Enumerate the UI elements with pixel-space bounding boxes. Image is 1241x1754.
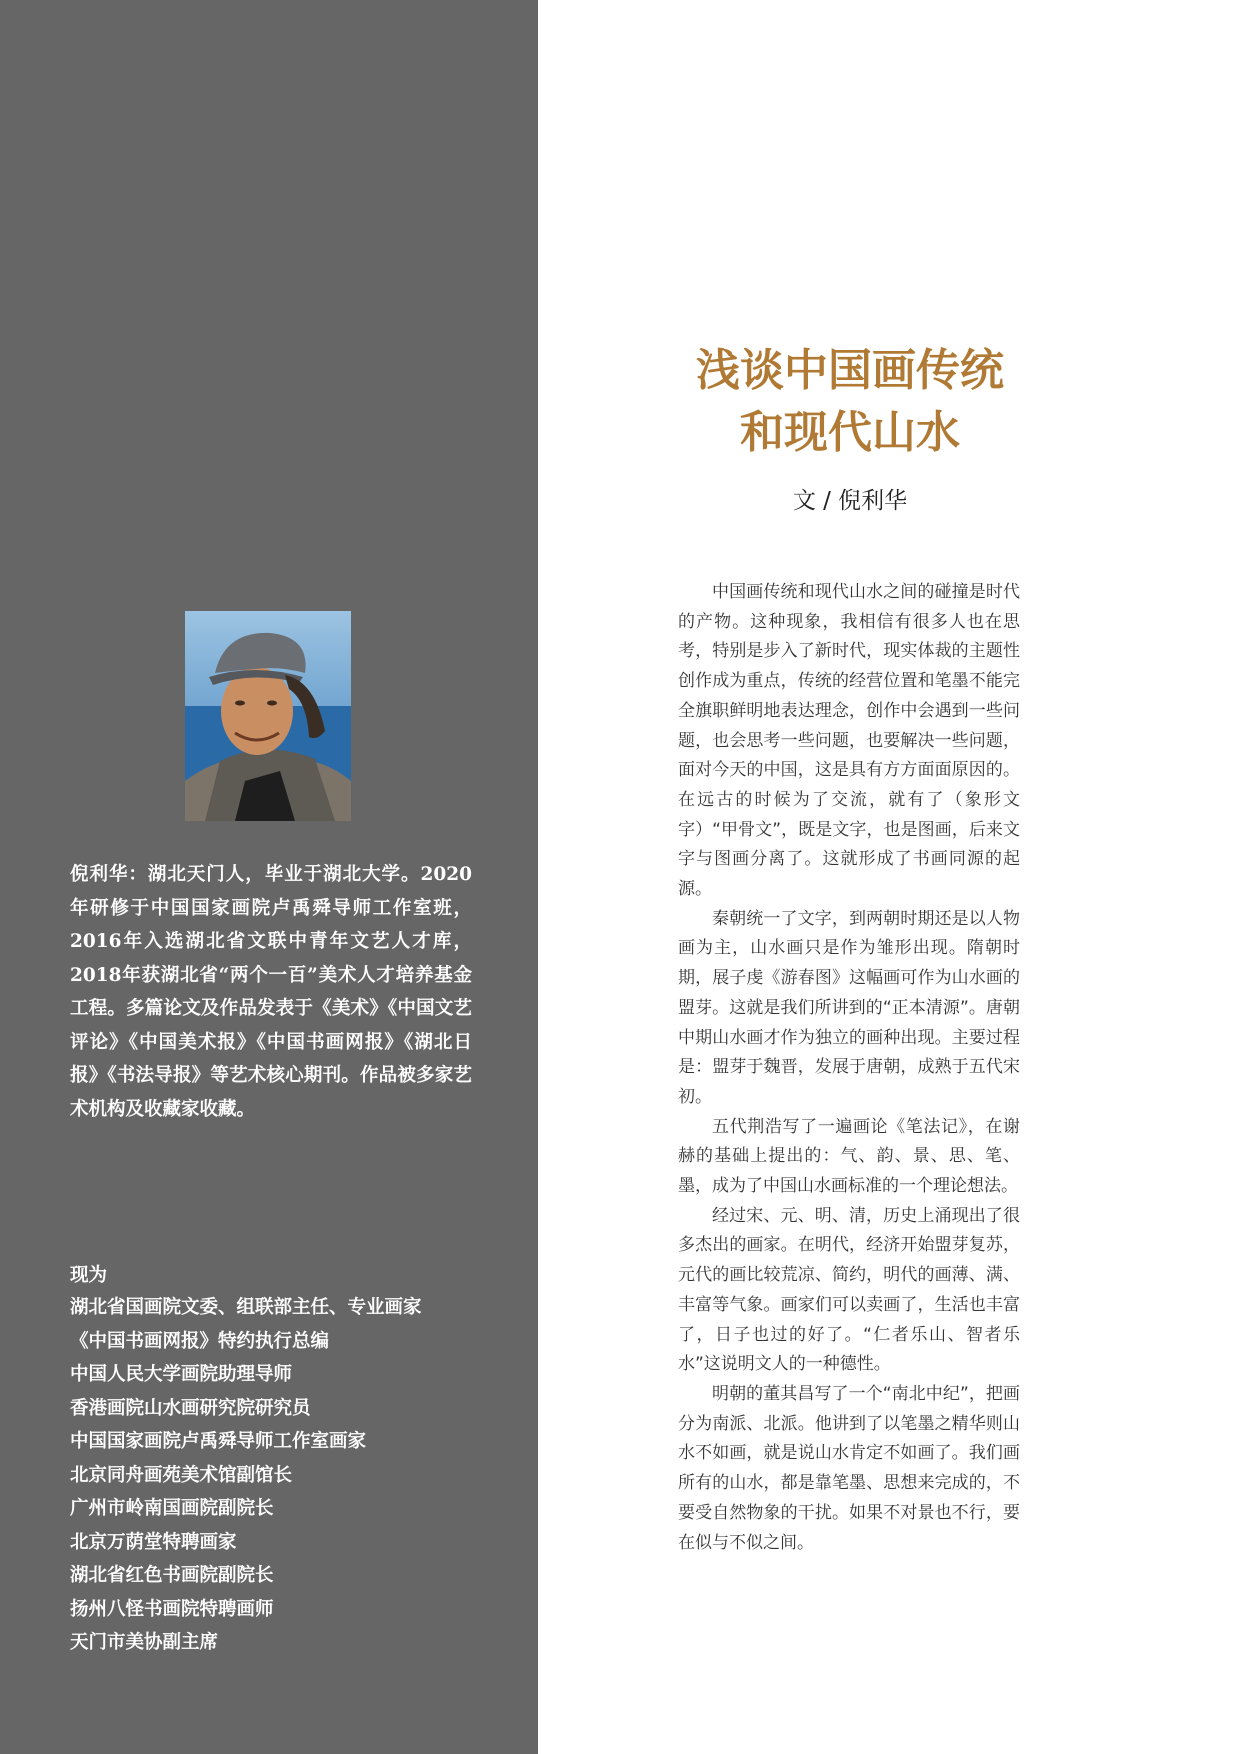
article-title-line-1: 浅谈中国画传统 [696,345,1004,396]
position-item: 广州市岭南国画院副院长 [70,1498,274,1519]
article-title [620,340,1080,464]
author-portrait [185,611,351,821]
position-item: 《中国书画网报》特约执行总编 [70,1330,330,1352]
position-item: 北京同舟画苑美术馆副馆长 [70,1464,293,1486]
positions-list [70,1291,422,1660]
article-title-line-2: 和现代山水 [740,407,960,458]
left-sidebar-panel [0,0,538,1754]
position-item: 湖北省红色书画院副院长 [70,1565,274,1586]
article-byline: 文 / 倪利华 [792,488,908,514]
article-paragraph: 五代荆浩写了一遍画论《笔法记》，在谢赫的基础上提出的：气、韵、景、思、笔、墨，成为了中国山水画标准的一个理论想法。 [678,1116,1020,1197]
position-item: 扬州八怪书画院特聘画师 [70,1598,274,1620]
position-item: 湖北省国画院文委、组联部主任、专业画家 [70,1297,422,1318]
position-item: 中国人民大学画院助理导师 [70,1364,293,1385]
article-paragraph: 明朝的董其昌写了一个“南北中纪”，把画分为南派、北派。他讲到了以笔墨之精华则山水不如画，就是说山水肯定不如画了。我们画所有的山水，都是靠笔墨、思想来完成的，不要受自然物象的干扰。如果不对景也不行，要在似与不似之间。 [678,1383,1020,1553]
article-paragraph: 经过宋、元、明、清，历史上涌现出了很多杰出的画家。在明代，经济开始盟芽复苏，元代的画比较荒凉、简约，明代的画薄、满、丰富等气象。画家们可以卖画了，生活也丰富了，日子也过的好了。“仁者乐山、智者乐水”这说明文人的一种德性。 [678,1205,1020,1375]
positions-heading: 现为 [70,1265,108,1286]
position-item: 天门市美协副主席 [70,1632,219,1653]
article-paragraph: 中国画传统和现代山水之间的碰撞是时代的产物。这种现象，我相信有很多人也在思考，特别是步入了新时代，现实体裁的主题性创作成为重点，传统的经营位置和笔墨不能完全旗职鲜明地表达理念，创作中会遇到一些问题，也会思考一些问题，也要解决一些问题，面对今天的中国，这是具有方方面面原因的。在远古的时候为了交流，就有了（象形文字）“甲骨文”，既是文字，也是图画，后来文字与图画分离了。这就形成了书画同源的起源。 [678,582,1020,900]
article-body [678,578,1020,1558]
position-item: 北京万荫堂特聘画家 [70,1531,237,1553]
author-bio: 倪利华：湖北天门人，毕业于湖北大学。2020年研修于中国国家画院卢禹舜导师工作室班，2016年入选湖北省文联中青年文艺人才库，2018年获湖北省“两个一百”美术人才培养基金工程。多篇论文及作品发表于《美术》《中国文艺评论》《中国美术报》《中国书画网报》《湖北日报》《书法导报》等艺术核心期刊。作品被多家艺术机构及收藏家收藏。 [70,864,472,1120]
article-paragraph: 秦朝统一了文字，到两朝时期还是以人物画为主，山水画只是作为雏形出现。隋朝时期，展子虔《游春图》这幅画可作为山水画的盟芽。这就是我们所讲到的“正本清源”。唐朝中期山水画才作为独立的画种出现。主要过程是：盟芽于魏晋，发展于唐朝，成熟于五代宋初。 [678,908,1020,1107]
position-item: 中国国家画院卢禹舜导师工作室画家 [70,1431,367,1452]
position-item: 香港画院山水画研究院研究员 [70,1397,311,1419]
